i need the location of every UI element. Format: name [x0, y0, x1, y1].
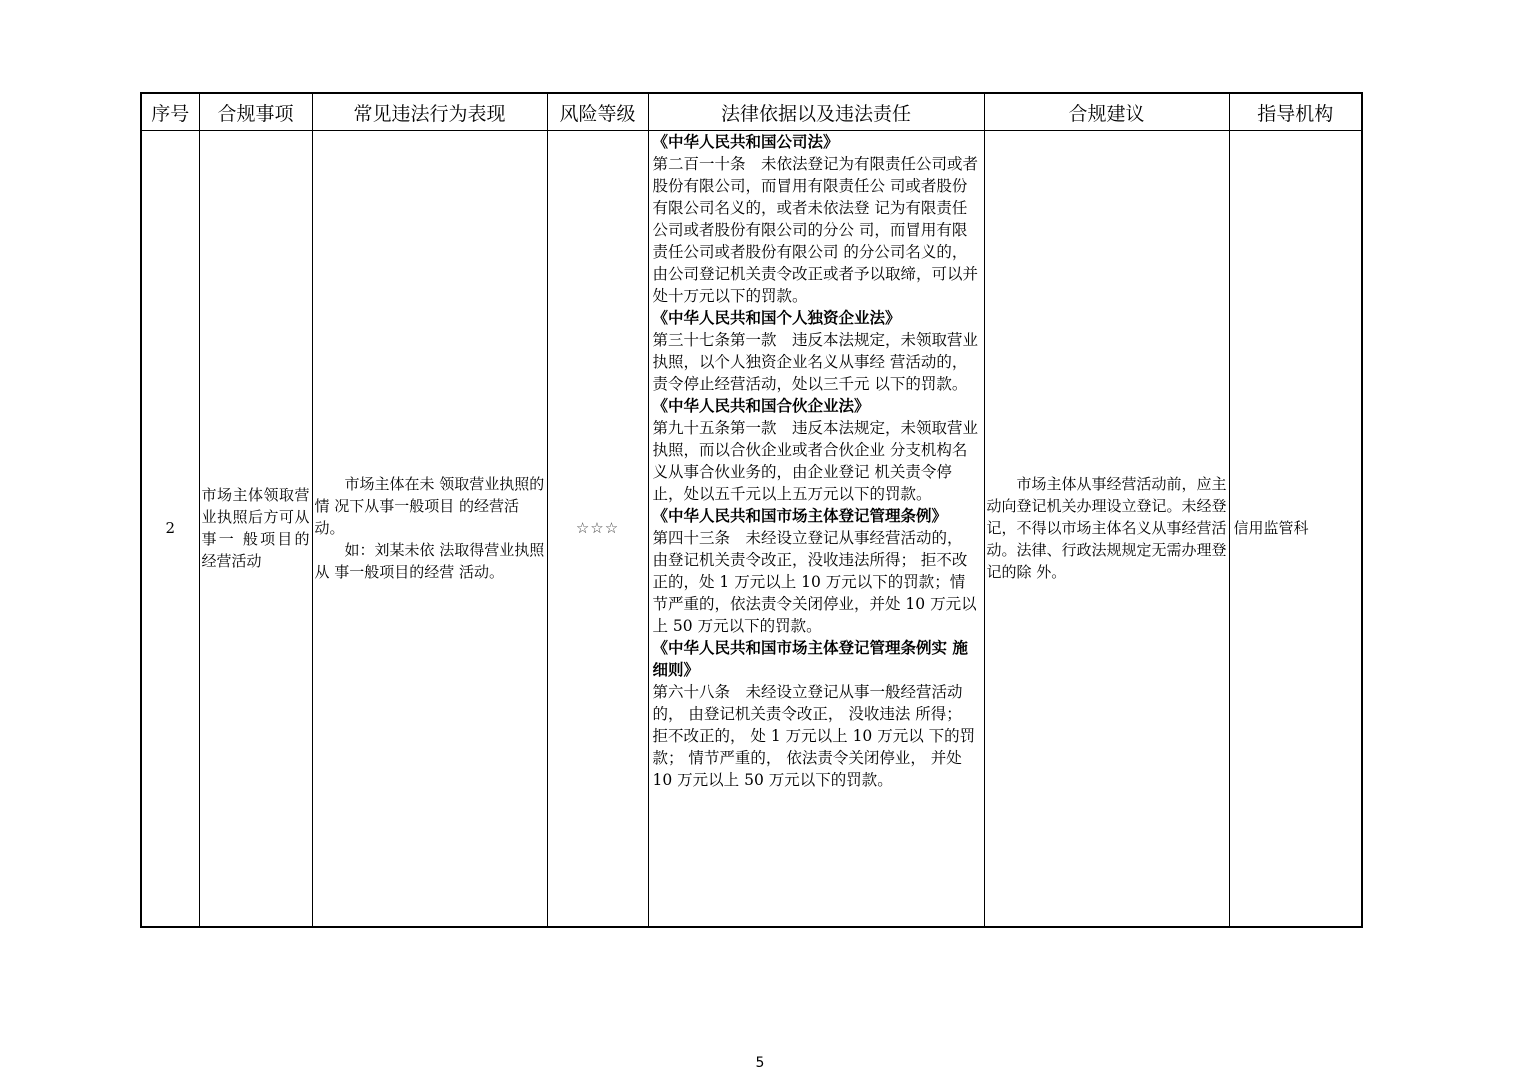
table-header-row	[141, 93, 1362, 131]
law-text: 第三十七条第一款 违反本法规定，未领取营业执照，以个人独资企业名义从事经 营活动的，责令停止经营活动，处以三千元 以下的罚款。	[652, 331, 979, 393]
violation-behavior	[312, 131, 547, 927]
header-org: 指导机构	[1229, 93, 1362, 131]
compliance-item: 市场主体领取营业执照后方可从事一 般项目的经营活动	[199, 131, 312, 927]
advice-text: 市场主体从事经营活动前，应主动向登记机关办理设立登记。未经登记，不得以市场主体名义从事经营活动。法律、行政法规规定无需办理登记的除 外。	[986, 475, 1227, 582]
law-block-company-law	[653, 131, 980, 307]
table-row	[141, 131, 1362, 927]
law-title: 《中华人民共和国公司法》	[652, 132, 839, 151]
law-block-sole-proprietorship-law	[653, 307, 980, 395]
law-text: 第九十五条第一款 违反本法规定，未领取营业执照，而以合伙企业或者合伙企业 分支机构名义从事合伙业务的，由企业登记 机关责令停止，处以五千元以上五万元以下的罚款。	[652, 419, 979, 503]
law-text: 第二百一十条 未依法登记为有限责任公司或者股份有限公司，而冒用有限责任公 司或者股份有限公司名义的，或者未依法登 记为有限责任公司或者股份有限公司的分公 司，而冒用有限责任公司或者股份有限公司 的分公司名义的，由公司登记机关责令改正或者予以取缔，可以并处十万元以下的罚款。	[652, 155, 979, 305]
law-text: 第六十八条 未经设立登记从事一般经营活动的， 由登记机关责令改正， 没收违法 所得； 拒不改正的， 处 1 万元以上 10 万元以 下的罚款； 情节严重的， 依法责令关闭停业， 并处 10 万元以上 50 万元以下的罚款。	[652, 683, 976, 789]
behavior-description: 市场主体在未 领取营业执照的情 况下从事一般项目 的经营活动。	[314, 475, 545, 538]
behavior-example: 如：刘某未依 法取得营业执照从 事一般项目的经营 活动。	[314, 541, 545, 582]
header-behavior: 常见违法行为表现	[312, 93, 547, 131]
compliance-advice	[984, 131, 1229, 927]
law-block-registration-rules	[653, 637, 980, 791]
law-title: 《中华人民共和国合伙企业法》	[652, 396, 870, 415]
risk-level-stars: ☆☆☆	[547, 131, 648, 927]
header-no: 序号	[141, 93, 199, 131]
header-item: 合规事项	[199, 93, 312, 131]
page-number: 5	[755, 1055, 765, 1071]
law-text: 第四十三条 未经设立登记从事经营活动的， 由登记机关责令改正，没收违法所得； 拒不改正的，处 1 万元以上 10 万元以下的罚款；情节严重的，依法责令关闭停业，并处 10 万元以上 50 万元以下的罚款。	[652, 529, 977, 635]
legal-basis	[648, 131, 984, 927]
header-law: 法律依据以及违法责任	[648, 93, 984, 131]
row-number: 2	[141, 131, 199, 927]
law-block-partnership-law	[653, 395, 980, 505]
law-block-registration-regulation	[653, 505, 980, 637]
guiding-agency: 信用监管科	[1229, 131, 1362, 927]
law-title: 《中华人民共和国个人独资企业法》	[652, 308, 901, 327]
header-advice: 合规建议	[984, 93, 1229, 131]
header-risk: 风险等级	[547, 93, 648, 131]
law-title: 《中华人民共和国市场主体登记管理条例实 施细则》	[652, 638, 968, 679]
compliance-table	[140, 92, 1363, 928]
law-title: 《中华人民共和国市场主体登记管理条例》	[652, 506, 948, 525]
